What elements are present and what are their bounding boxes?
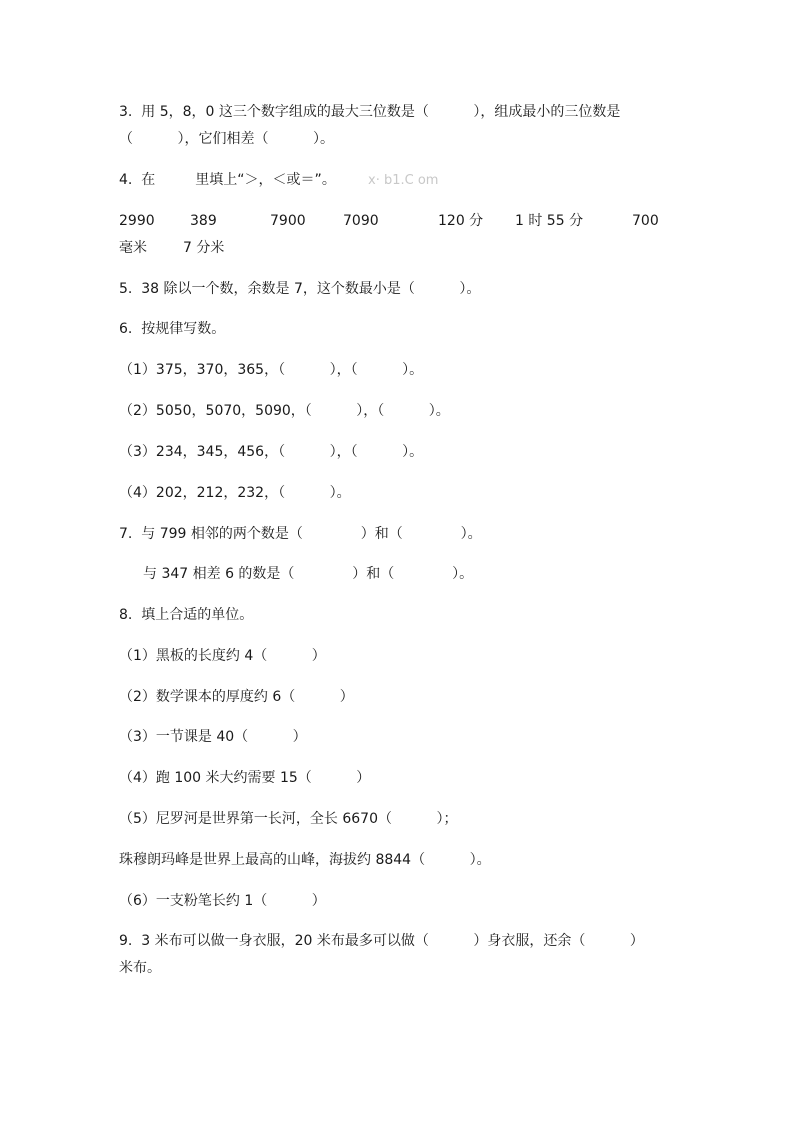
q3-line1: 3. 用 5，8，0 这三个数字组成的最大三位数是（ ），组成最小的三位数是	[119, 104, 621, 120]
q8-item-5: （5）尼罗河是世界第一长河，全长 6670（ ）；	[119, 811, 458, 827]
q4-item-h: 毫米	[119, 240, 147, 256]
q5-text: 5. 38 除以一个数，余数是 7，这个数最小是（ ）。	[119, 281, 481, 297]
q6-item-3: （3）234，345，456，（ ），（ ）。	[119, 444, 424, 460]
q6-title: 6. 按规律写数。	[119, 321, 226, 337]
q6-item-4: （4）202，212，232，（ ）。	[119, 485, 351, 501]
q3-line2: （ ），它们相差（ ）。	[119, 131, 335, 147]
q4-item-g: 700	[632, 213, 659, 229]
q8-item-2: （2）数学课本的厚度约 6（ ）	[119, 689, 354, 705]
q4-item-f: 1 时 55 分	[515, 213, 584, 229]
q8-item-1: （1）黑板的长度约 4（ ）	[119, 648, 326, 664]
q4-item-c: 7900	[270, 213, 306, 229]
q7-line1: 7. 与 799 相邻的两个数是（ ）和（ ）。	[119, 526, 482, 542]
q4-item-d: 7090	[343, 213, 379, 229]
q9-line1: 9. 3 米布可以做一身衣服，20 米布最多可以做（ ）身衣服，还余（ ）	[119, 933, 644, 949]
q8-item-5-cont: 珠穆朗玛峰是世界上最高的山峰，海拔约 8844（ ）。	[119, 852, 491, 868]
q4-title: 4. 在 里填上“＞，＜或＝”。	[119, 172, 336, 188]
q4-item-i: 7 分米	[183, 240, 225, 256]
q7-line2: 与 347 相差 6 的数是（ ）和（ ）。	[143, 566, 474, 582]
q8-item-4: （4）跑 100 米大约需要 15（ ）	[119, 770, 371, 786]
q6-item-1: （1）375，370，365，（ ），（ ）。	[119, 362, 424, 378]
q4-item-a: 2990	[119, 213, 155, 229]
q8-item-3: （3）一节课是 40（ ）	[119, 729, 307, 745]
watermark-text: x· b1.C om	[368, 173, 439, 188]
q8-title: 8. 填上合适的单位。	[119, 607, 254, 623]
q6-item-2: （2）5050，5070，5090，（ ），（ ）。	[119, 403, 450, 419]
q4-item-e: 120 分	[438, 213, 484, 229]
q4-item-b: 389	[190, 213, 217, 229]
q8-item-6: （6）一支粉笔长约 1（ ）	[119, 893, 326, 909]
q9-line2: 米布。	[119, 960, 161, 976]
